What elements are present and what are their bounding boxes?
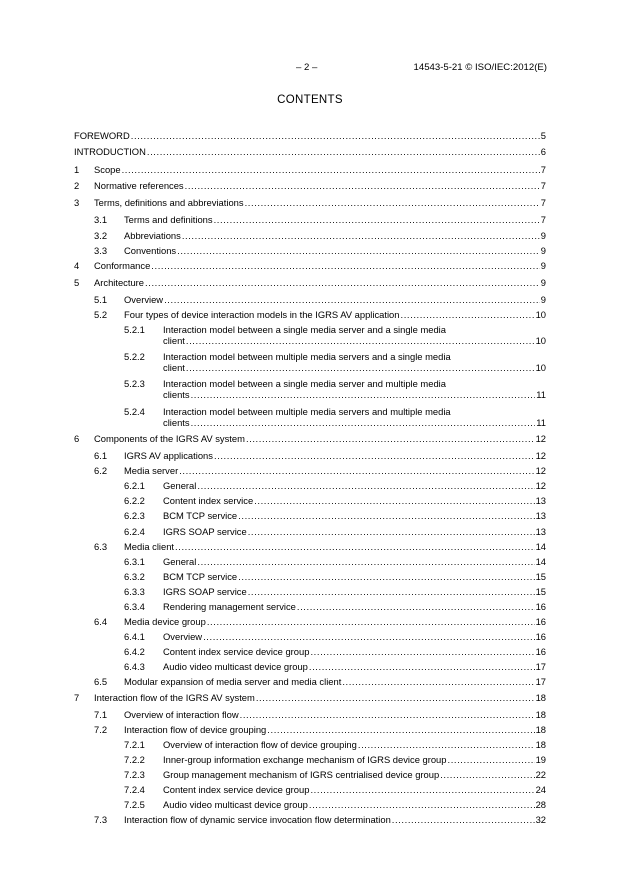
toc-entry-title: Overview [124, 294, 164, 305]
toc-dot-leader [342, 677, 534, 688]
toc-dot-leader [186, 336, 535, 347]
header-document-id: 14543-5-21 © ISO/IEC:2012(E) [413, 62, 547, 73]
toc-entry-title: Media device group [124, 616, 206, 627]
toc-entry-number: 6 [74, 433, 80, 444]
toc-entry-page: 13 [535, 495, 546, 506]
toc-entry-number: 7 [74, 692, 80, 703]
toc-entry-number: 1 [74, 164, 80, 175]
toc-entry-number: 7.1 [94, 709, 108, 720]
toc-entry-title: Modular expansion of media server and media client [124, 676, 342, 687]
toc-entry-page: 9 [540, 277, 546, 288]
toc-entry-title: Content index service device group [163, 784, 310, 795]
toc-dot-leader [401, 310, 535, 321]
toc-dot-leader [254, 496, 534, 507]
toc-entry-page: 11 [536, 417, 546, 428]
toc-entry-title: Rendering management service [163, 601, 296, 612]
toc-entry-title: Content index service [163, 495, 254, 506]
toc-entry-page: 7 [540, 164, 546, 175]
toc-entry-number: 6.3.2 [124, 571, 145, 582]
toc-dot-leader [182, 231, 540, 242]
toc-entry-page: 18 [535, 724, 546, 735]
toc-entry-page: 14 [535, 556, 546, 567]
toc-entry-number: 6.2.2 [124, 495, 145, 506]
toc-dot-leader [447, 755, 534, 766]
toc-entry-page: 12 [535, 465, 546, 476]
toc-entry-page: 5 [540, 130, 546, 141]
toc-entry-number: 5.2.2 [124, 351, 145, 362]
toc-entry-number: 6.2.1 [124, 480, 145, 491]
toc-entry-number: 6.4 [94, 616, 108, 627]
toc-entry-title: Conformance [94, 260, 151, 271]
toc-entry-title: BCM TCP service [163, 571, 238, 582]
toc-entry-title: Terms and definitions [124, 214, 213, 225]
toc-entry-page: 24 [535, 784, 546, 795]
toc-entry-number: 7.2.5 [124, 799, 145, 810]
toc-entry-title: Abbreviations [124, 230, 181, 241]
toc-entry-page: 16 [535, 616, 546, 627]
toc-entry-title: BCM TCP service [163, 510, 238, 521]
toc-dot-leader [310, 785, 534, 796]
toc-entry-number: 5.2 [94, 309, 108, 320]
toc-entry-title: Terms, definitions and abbreviations [94, 197, 244, 208]
toc-entry-number: 2 [74, 180, 80, 191]
toc-dot-leader [207, 617, 535, 628]
toc-dot-leader [238, 572, 534, 583]
toc-entry-number: 7.2 [94, 724, 108, 735]
toc-entry-page: 17 [535, 676, 546, 687]
toc-entry-number: 6.3.1 [124, 556, 145, 567]
toc-dot-leader [309, 662, 535, 673]
toc-entry-number: 6.4.3 [124, 661, 145, 672]
toc-dot-leader [151, 261, 540, 272]
toc-entry-number: 5.2.3 [124, 378, 145, 389]
toc-entry-title: Audio video multicast device group [163, 799, 308, 810]
toc-entry-title: Audio video multicast device group [163, 661, 308, 672]
toc-entry-page: 18 [535, 692, 546, 703]
toc-entry-number: 6.5 [94, 676, 108, 687]
toc-entry-number: 7.2.3 [124, 769, 145, 780]
toc-dot-leader [197, 481, 534, 492]
contents-title: CONTENTS [277, 94, 343, 106]
toc-entry-page: 7 [540, 180, 546, 191]
toc-entry-title: Media client [124, 541, 175, 552]
toc-entry-title: General [163, 556, 197, 567]
toc-entry-page: 18 [535, 709, 546, 720]
toc-entry-number: 6.4.2 [124, 646, 145, 657]
toc-entry-page: 9 [540, 260, 546, 271]
toc-entry-title: Components of the IGRS AV system [94, 433, 245, 444]
toc-entry-number: 3.1 [94, 214, 108, 225]
toc-entry-page: 9 [540, 230, 546, 241]
toc-entry-title: Scope [94, 164, 121, 175]
toc-dot-leader [186, 363, 535, 374]
toc-dot-leader [214, 215, 540, 226]
toc-entry-title: General [163, 480, 197, 491]
toc-dot-leader [164, 295, 540, 306]
toc-entry-title: Four types of device interaction models in the IGRS AV application [124, 309, 400, 320]
toc-dot-leader [240, 710, 535, 721]
toc-entry-page: 14 [535, 541, 546, 552]
toc-entry-title: Media server [124, 465, 179, 476]
toc-entry-title-line1: Interaction model between a single media server and a single media [163, 324, 446, 335]
toc-entry-number: 6.3.3 [124, 586, 145, 597]
toc-entry-title: Overview [163, 631, 203, 642]
toc-entry-page: 15 [535, 571, 546, 582]
toc-dot-leader [203, 632, 534, 643]
toc-dot-leader [245, 198, 540, 209]
toc-dot-leader [358, 740, 535, 751]
toc-dot-leader [246, 434, 535, 445]
toc-entry-page: 19 [535, 754, 546, 765]
toc-entry-number: 3.3 [94, 245, 108, 256]
toc-entry-page: 7 [540, 214, 546, 225]
toc-entry-page: 28 [535, 799, 546, 810]
toc-entry-title: IGRS SOAP service [163, 586, 247, 597]
toc-entry-title: IGRS AV applications [124, 450, 213, 461]
toc-dot-leader [297, 602, 535, 613]
toc-entry-number: 3 [74, 197, 80, 208]
toc-entry-number: 6.4.1 [124, 631, 145, 642]
toc-entry-title-line1: Interaction model between a single media server and multiple media [163, 378, 446, 389]
toc-dot-leader [392, 815, 535, 826]
toc-entry-number: 6.3 [94, 541, 108, 552]
toc-entry-title: Interaction flow of the IGRS AV system [94, 692, 255, 703]
toc-dot-leader [191, 390, 536, 401]
toc-entry-title: IGRS SOAP service [163, 526, 247, 537]
toc-entry-page: 16 [535, 631, 546, 642]
toc-dot-leader [197, 557, 534, 568]
toc-dot-leader [131, 131, 540, 142]
toc-dot-leader [177, 246, 540, 257]
toc-entry-page: 13 [535, 510, 546, 521]
toc-entry-title: Interaction flow of dynamic service invocation flow determination [124, 814, 391, 825]
toc-entry-page: 16 [535, 646, 546, 657]
toc-entry-title: Interaction flow of device grouping [124, 724, 267, 735]
toc-dot-leader [122, 165, 540, 176]
toc-entry-page: 9 [540, 294, 546, 305]
toc-entry-number: 7.2.1 [124, 739, 145, 750]
toc-entry-number: 5.2.4 [124, 406, 145, 417]
toc-entry-number: 6.2 [94, 465, 108, 476]
toc-entry-title: Inner-group information exchange mechanism of IGRS device group [163, 754, 447, 765]
toc-entry-title: Overview of interaction flow [124, 709, 239, 720]
toc-entry-title: Group management mechanism of IGRS centrialised device group [163, 769, 440, 780]
toc-entry-page: 11 [536, 389, 546, 400]
toc-entry-title: Content index service device group [163, 646, 310, 657]
toc-entry-page: 12 [535, 480, 546, 491]
toc-entry-number: 6.1 [94, 450, 108, 461]
toc-entry-number: 5.2.1 [124, 324, 145, 335]
toc-entry-number: 5.1 [94, 294, 108, 305]
toc-dot-leader [256, 693, 535, 704]
toc-entry-title-line1: Interaction model between multiple media servers and multiple media [163, 406, 451, 417]
toc-entry-page: 18 [535, 739, 546, 750]
toc-entry-page: 22 [535, 769, 546, 780]
toc-dot-leader [175, 542, 535, 553]
toc-dot-leader [248, 527, 535, 538]
toc-entry-title: Architecture [94, 277, 145, 288]
toc-entry-title: clients [163, 389, 190, 400]
toc-entry-page: 17 [535, 661, 546, 672]
toc-dot-leader [310, 647, 534, 658]
toc-entry-page: 13 [535, 526, 546, 537]
toc-entry-title: FOREWORD [74, 130, 130, 141]
toc-entry-page: 16 [535, 601, 546, 612]
toc-entry-page: 6 [540, 146, 546, 157]
toc-entry-title: Conventions [124, 245, 177, 256]
toc-dot-leader [145, 278, 540, 289]
toc-dot-leader [191, 418, 536, 429]
toc-dot-leader [185, 181, 540, 192]
toc-entry-page: 10 [535, 335, 546, 346]
toc-entry-title: Normative references [94, 180, 184, 191]
toc-entry-page: 7 [540, 197, 546, 208]
toc-entry-number: 7.3 [94, 814, 108, 825]
toc-entry-title: client [163, 335, 185, 346]
toc-entry-page: 15 [535, 586, 546, 597]
toc-dot-leader [147, 147, 540, 158]
toc-entry-title: Overview of interaction flow of device grouping [163, 739, 357, 750]
toc-entry-page: 12 [535, 450, 546, 461]
toc-entry-page: 9 [540, 245, 546, 256]
toc-entry-title: clients [163, 417, 190, 428]
toc-dot-leader [179, 466, 534, 477]
toc-entry-page: 12 [535, 433, 546, 444]
toc-entry-title: INTRODUCTION [74, 146, 146, 157]
toc-entry-number: 7.2.4 [124, 784, 145, 795]
toc-entry-number: 5 [74, 277, 80, 288]
toc-entry-title: client [163, 362, 185, 373]
toc-entry-title-line1: Interaction model between multiple media servers and a single media [163, 351, 451, 362]
toc-entry-number: 6.2.3 [124, 510, 145, 521]
toc-dot-leader [238, 511, 534, 522]
toc-dot-leader [309, 800, 535, 811]
toc-dot-leader [248, 587, 535, 598]
toc-entry-number: 7.2.2 [124, 754, 145, 765]
toc-entry-number: 6.3.4 [124, 601, 145, 612]
toc-entry-number: 3.2 [94, 230, 108, 241]
toc-dot-leader [440, 770, 534, 781]
toc-entry-page: 10 [535, 362, 546, 373]
toc-entry-page: 10 [535, 309, 546, 320]
header-page-number: – 2 – [296, 62, 318, 73]
toc-entry-number: 4 [74, 260, 80, 271]
toc-dot-leader [267, 725, 534, 736]
toc-entry-number: 6.2.4 [124, 526, 145, 537]
toc-dot-leader [214, 451, 535, 462]
toc-entry-page: 32 [535, 814, 546, 825]
